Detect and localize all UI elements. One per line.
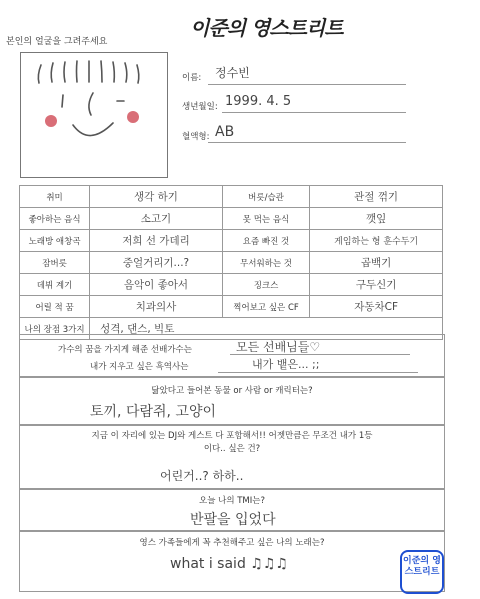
blood-value: AB: [215, 124, 235, 140]
jinx-label: 징크스: [222, 274, 309, 296]
song-answer: what i said ♫♫♫: [170, 556, 288, 572]
profile-table: [19, 185, 443, 340]
tmi-answer: 반팔을 입었다: [190, 512, 276, 528]
dislike-food-value: 깻잎: [310, 208, 443, 230]
song-box: [19, 530, 445, 592]
hobby-label: 취미: [20, 186, 90, 208]
lookalike-answer: 토끼, 다람쥐, 고양이: [90, 404, 216, 420]
first-place-box: [19, 424, 445, 490]
name-underline: [208, 84, 406, 85]
strengths-value: 성격, 댄스, 빅토: [90, 318, 443, 340]
fav-food-label: 좋아하는 음식: [20, 208, 90, 230]
karaoke-label: 노래방 애창곡: [20, 230, 90, 252]
name-label: 이름:: [182, 73, 202, 83]
portrait-box: [20, 52, 168, 178]
dislike-food-label: 못 먹는 음식: [222, 208, 309, 230]
dream-box: [19, 334, 445, 378]
first-place-question: 지금 이 자리에 있는 DJ와 게스트 다 포함해서!! 어젯만큼은 무조건 내가 1등이다.. 싶은 건?: [91, 431, 373, 454]
senior-singer-underline: [230, 354, 410, 355]
table-row: [20, 208, 443, 230]
portrait-caption: 본인의 얼굴을 그려주세요: [6, 37, 108, 47]
habit-label: 버릇/습관: [222, 186, 309, 208]
birth-label: 생년월일:: [182, 102, 218, 112]
fav-food-value: 소고기: [90, 208, 223, 230]
lookalike-question: 닮았다고 들어본 동물 or 사람 or 캐릭터는?: [151, 386, 313, 396]
sleep-habit-value: 중얼거리기...?: [90, 252, 223, 274]
table-row: [20, 296, 443, 318]
tmi-box: [19, 488, 445, 532]
fear-label: 무서워하는 것: [222, 252, 309, 274]
table-row: [20, 252, 443, 274]
dark-history-question: 내가 지우고 싶은 흑역사는: [90, 362, 189, 372]
childhood-dream-value: 치과의사: [90, 296, 223, 318]
lookalike-box: [19, 376, 445, 426]
blood-underline: [208, 142, 406, 143]
song-question: 영스 가족들에게 꼭 추천해주고 싶은 나의 노래는?: [139, 538, 325, 548]
face-drawing: [21, 53, 167, 177]
table-row: [20, 230, 443, 252]
first-place-answer: 어린거..? 하하..: [160, 469, 244, 483]
habit-value: 관절 꺾기: [310, 186, 443, 208]
youngstreet-logo: 이준의 영스트리트: [190, 16, 343, 40]
strengths-label: 나의 장점 3가지: [20, 318, 90, 340]
tmi-question: 오늘 나의 TMI는?: [198, 496, 265, 506]
recent-interest-label: 요즘 빠진 것: [222, 230, 309, 252]
dark-history-answer: 내가 뱉은... ;;: [252, 358, 320, 371]
table-row: [20, 186, 443, 208]
debut-reason-label: 데뷔 계기: [20, 274, 90, 296]
childhood-dream-label: 어릴 적 꿈: [20, 296, 90, 318]
birth-underline: [222, 112, 406, 113]
jinx-value: 구두신기: [310, 274, 443, 296]
name-value: 정수빈: [215, 66, 250, 80]
debut-reason-value: 음악이 좋아서: [90, 274, 223, 296]
fear-value: 곱백기: [310, 252, 443, 274]
recent-interest-value: 게임하는 형 훈수두기: [310, 230, 443, 252]
hobby-value: 생각 하기: [90, 186, 223, 208]
blood-label: 혈액형:: [182, 132, 210, 142]
dark-history-underline: [218, 372, 418, 373]
sleep-habit-label: 잠버릇: [20, 252, 90, 274]
senior-singer-question: 가수의 꿈을 가지게 해준 선배가수는: [58, 345, 192, 355]
cf-wish-value: 자동차CF: [310, 296, 443, 318]
birth-value: 1999. 4. 5: [225, 94, 292, 109]
table-row: [20, 274, 443, 296]
youngstreet-stamp: 이준의 영스트리트: [400, 550, 444, 594]
karaoke-value: 저희 선 가데리: [90, 230, 223, 252]
cf-wish-label: 찍어보고 싶은 CF: [222, 296, 309, 318]
senior-singer-answer: 모든 선배님들♡: [236, 340, 321, 354]
